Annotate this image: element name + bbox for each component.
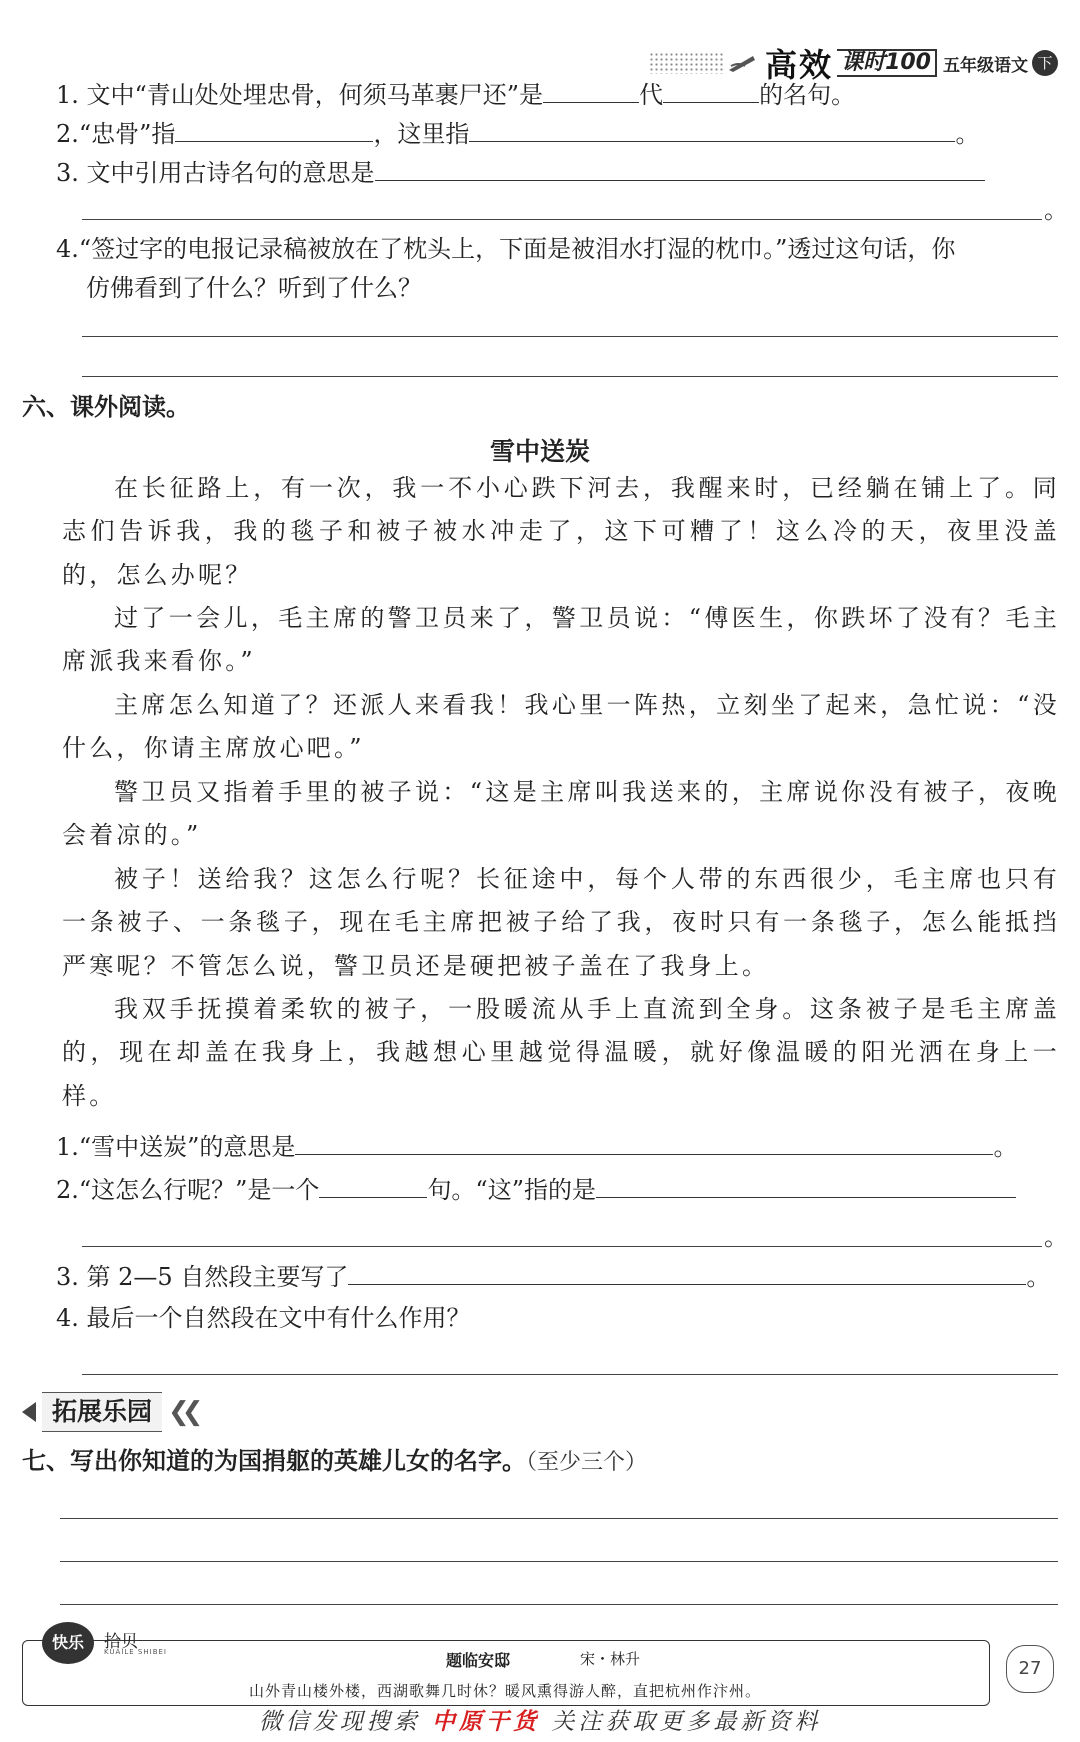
- pen-logo-icon: [727, 52, 757, 74]
- s6-q2-prefix: 2.“这怎么行呢？”是一个: [56, 1176, 320, 1204]
- s5-q2-suffix: 。: [955, 120, 980, 148]
- answer-line[interactable]: [82, 336, 1058, 337]
- s5-question-3: [56, 156, 985, 188]
- course-title: 课时100: [837, 49, 937, 77]
- term-badge: 下: [1032, 50, 1058, 76]
- answer-line[interactable]: [60, 1561, 1058, 1562]
- s5-q2-mid: ，这里指: [373, 120, 470, 148]
- passage-paragraph-2: 过了一会儿，毛主席的警卫员来了，警卫员说：“傅医生，你跌坏了没有？毛主席派我来看你。”: [62, 604, 1060, 676]
- answer-blank[interactable]: [295, 1130, 993, 1155]
- answer-blank[interactable]: [469, 117, 955, 142]
- answer-line[interactable]: [60, 1518, 1058, 1519]
- extension-banner-label: 拓展乐园: [42, 1392, 162, 1432]
- answer-blank[interactable]: [596, 1173, 1016, 1198]
- poem-title: 题临安邸: [446, 1651, 511, 1670]
- s5-question-2: [56, 117, 979, 149]
- s5-q2-prefix: 2.“忠骨”指: [56, 120, 176, 148]
- s6-question-1: [56, 1130, 1017, 1162]
- answer-blank[interactable]: [543, 78, 639, 103]
- header-dot-pattern: [649, 52, 723, 74]
- header: [649, 46, 1058, 84]
- s6-q2-mid: 句。“这”指的是: [427, 1176, 596, 1204]
- watermark-brand: 中原干货: [432, 1708, 540, 1735]
- s5-q1-suffix: 的名句。: [759, 81, 856, 109]
- s5-question-4-line2: 仿佛看到了什么？听到了什么？: [86, 274, 422, 302]
- s6-q2-period: 。: [1044, 1223, 1068, 1251]
- answer-blank[interactable]: [348, 1260, 1026, 1285]
- passage-paragraph-5: 被子！送给我？这怎么行呢？长征途中，每个人带的东西很少，毛主席也只有一条被子、一条毯子，现在毛主席把被子给了我，夜时只有一条毯子，怎么能抵挡严寒呢？不管怎么说，警卫员还是硬把被子盖在了我身上。: [62, 865, 1060, 980]
- section-7-text: 七、写出你知道的为国捐躯的英雄儿女的名字。: [22, 1447, 526, 1475]
- poem-author: 宋・林升: [580, 1650, 641, 1668]
- s5-q1-prefix: 1. 文中“青山处处埋忠骨，何须马革裹尸还”是: [56, 81, 544, 109]
- extension-banner: [22, 1391, 196, 1433]
- footer-label: 拾贝: [104, 1632, 138, 1652]
- page-number: 27: [1006, 1645, 1054, 1693]
- passage-paragraph-3: 主席怎么知道了？还派人来看我！我心里一阵热，立刻坐了起来，急忙说：“没什么，你请主席放心吧。”: [62, 691, 1060, 763]
- s6-q3-prefix: 3. 第 2—5 自然段主要写了: [56, 1263, 349, 1291]
- answer-blank[interactable]: [375, 156, 985, 181]
- passage-paragraph-6: 我双手抚摸着柔软的被子，一股暖流从手上直流到全身。这条被子是毛主席盖的，现在却盖在我身上，我越想心里越觉得温暖，就好像温暖的阳光洒在身上一样。: [62, 995, 1060, 1110]
- answer-blank[interactable]: [319, 1173, 427, 1198]
- grade-label: 五年级语文: [943, 55, 1028, 76]
- s6-question-3: [56, 1260, 1050, 1292]
- s5-q3-prefix: 3. 文中引用古诗名句的意思是: [56, 159, 375, 187]
- s6-q1-suffix: 。: [993, 1133, 1018, 1161]
- s5-q3-period: 。: [1044, 196, 1068, 224]
- answer-line[interactable]: [82, 376, 1058, 377]
- answer-blank[interactable]: [175, 117, 373, 142]
- answer-line[interactable]: [82, 219, 1042, 220]
- s6-question-4: 4. 最后一个自然段在文中有什么作用？: [56, 1304, 471, 1332]
- s5-question-1: [56, 78, 855, 110]
- watermark-suffix: 关注获取更多最新资料: [551, 1709, 822, 1735]
- passage-title: 雪中送炭: [489, 437, 590, 466]
- section-6-heading: 六、课外阅读。: [22, 393, 190, 421]
- poem-text: 山外青山楼外楼，西湖歌舞几时休？暖风熏得游人醉，直把杭州作汴州。: [248, 1682, 761, 1700]
- answer-line[interactable]: [82, 1374, 1058, 1375]
- s6-q1-prefix: 1.“雪中送炭”的意思是: [56, 1133, 296, 1161]
- answer-line[interactable]: [82, 1246, 1042, 1247]
- watermark: [0, 1703, 1080, 1736]
- footer-label-sub: KUAILE SHIBEI: [104, 1648, 167, 1656]
- banner-left-arrow-icon: [22, 1402, 36, 1422]
- s5-q1-mid: 代: [639, 81, 664, 109]
- brand-title: 高效: [765, 46, 834, 84]
- s5-question-4-line1: 4.“签过字的电报记录稿被放在了枕头上，下面是被泪水打湿的枕巾。”透过这句话，你: [56, 235, 956, 263]
- answer-line[interactable]: [60, 1604, 1058, 1605]
- section-7-heading: [22, 1446, 647, 1478]
- passage-paragraph-1: 在长征路上，有一次，我一不小心跌下河去，我醒来时，已经躺在铺上了。同志们告诉我，我的毯子和被子被水冲走了，这下可糟了！这么冷的天，夜里没盖的，怎么办呢？: [62, 474, 1060, 589]
- banner-right-arrow-icon: ❮❮: [168, 1397, 196, 1427]
- footer-badge: 快乐: [42, 1622, 94, 1664]
- s6-question-2: [56, 1173, 1016, 1205]
- watermark-prefix: 微信发现搜索: [258, 1709, 421, 1735]
- passage-paragraph-4: 警卫员又指着手里的被子说：“这是主席叫我送来的，主席说你没有被子，夜晚会着凉的。”: [62, 778, 1060, 850]
- s6-q3-suffix: 。: [1026, 1263, 1051, 1291]
- section-7-note: （至少三个）: [526, 1450, 648, 1475]
- answer-blank[interactable]: [663, 78, 759, 103]
